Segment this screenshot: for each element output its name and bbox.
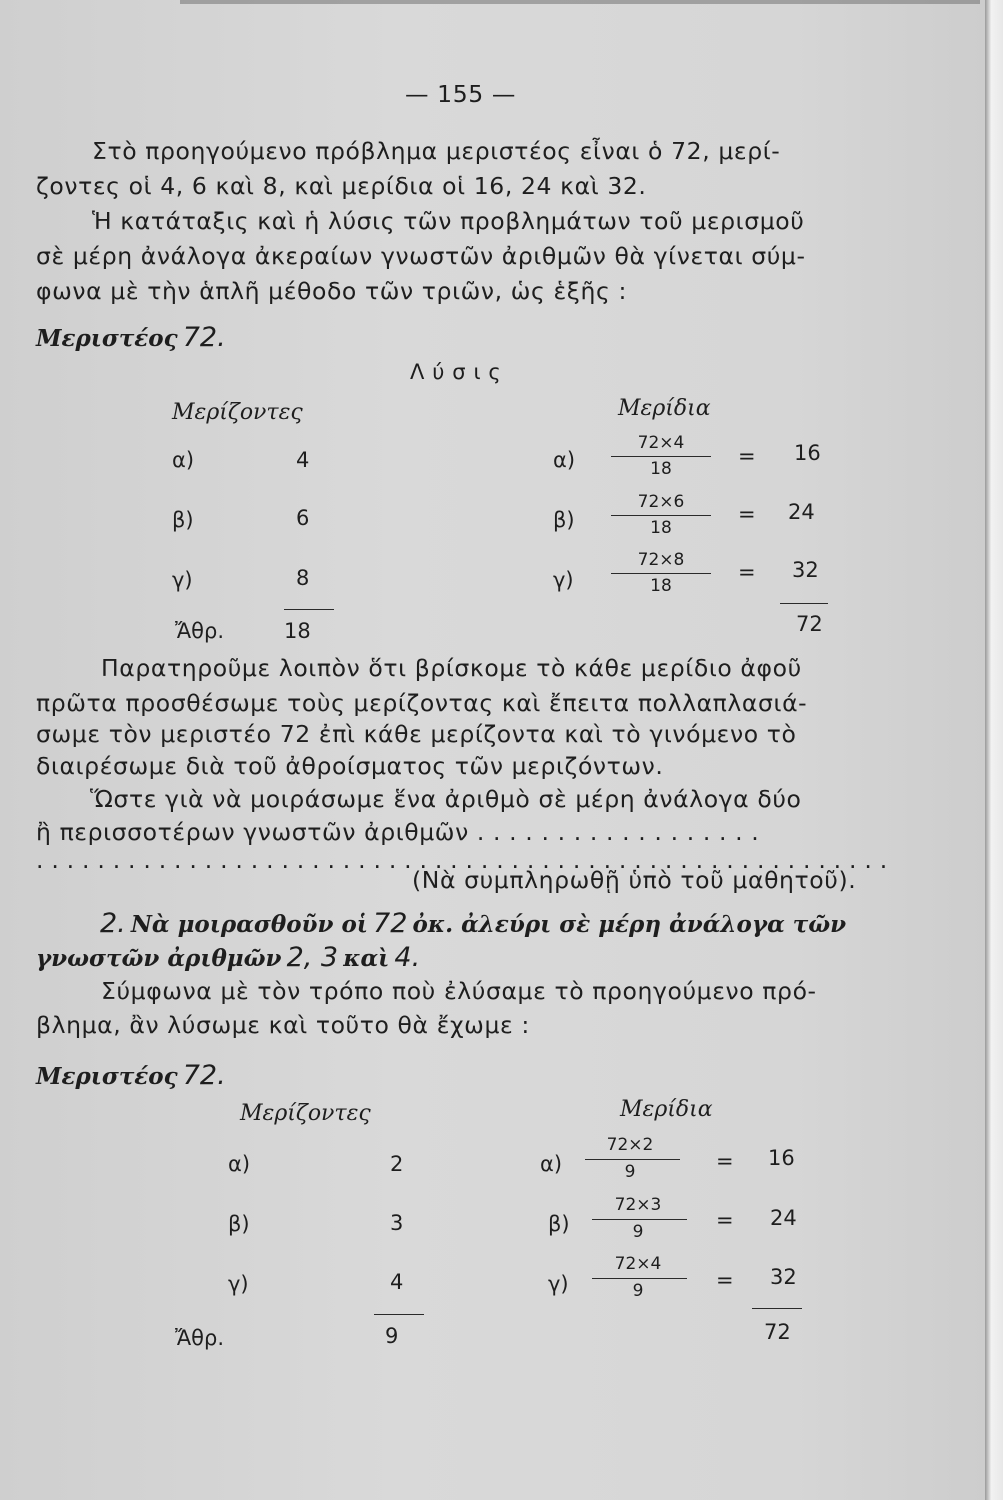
equals-sign: = bbox=[716, 1268, 734, 1292]
share-result: 32 bbox=[770, 1265, 797, 1289]
table1-col-left-header: Μερίζοντες bbox=[172, 400, 303, 425]
fraction-denominator: 18 bbox=[650, 518, 672, 538]
sum-label: Ἄθρ. bbox=[175, 619, 225, 643]
table2-col-right-header: Μερίδια bbox=[620, 1097, 713, 1122]
problem2-line-2 bbox=[36, 942, 420, 973]
equals-sign: = bbox=[738, 560, 756, 584]
fraction-numerator: 72×4 bbox=[614, 1254, 662, 1274]
fraction-numerator: 72×4 bbox=[637, 433, 685, 453]
problem2-quantity: 72 bbox=[373, 908, 408, 939]
intro-line-2: ζοντες οἱ 4, 6 καὶ 8, καὶ μερίδια οἱ 16, 24 καὶ 32. bbox=[36, 172, 647, 200]
fraction-denominator: 9 bbox=[632, 1222, 644, 1242]
problem2-text-c: γνωστῶν ἀριθμῶν bbox=[36, 945, 282, 972]
intro-line-1: Στὸ προηγούμενο πρόβλημα μεριστέος εἶναι ὁ 72, μερί- bbox=[92, 137, 781, 165]
fraction-numerator: 72×8 bbox=[637, 550, 685, 570]
fraction-numerator: 72×6 bbox=[637, 492, 685, 512]
fraction-denominator: 18 bbox=[650, 459, 672, 479]
fraction-bar bbox=[592, 1278, 687, 1279]
page-number: — 155 — bbox=[405, 80, 516, 108]
divisor-value: 2 bbox=[390, 1152, 404, 1176]
share-label: β) bbox=[553, 508, 575, 532]
table2-col-left-header: Μερίζοντες bbox=[240, 1101, 371, 1126]
fraction-bar bbox=[611, 515, 711, 516]
share-label: α) bbox=[540, 1152, 563, 1176]
sum-rule-right bbox=[752, 1308, 802, 1309]
intro-line-5: φωνα μὲ τὴν ἁπλῆ μέθοδο τῶν τριῶν, ὡς ἑξῆς : bbox=[36, 277, 627, 305]
share-label: β) bbox=[548, 1212, 570, 1236]
equals-sign: = bbox=[738, 502, 756, 526]
problem2-text-b: ὀκ. ἀλεύρι σὲ μέρη ἀνάλογα τῶν bbox=[412, 911, 847, 938]
sum-rule-left bbox=[284, 609, 334, 610]
divisor-value: 3 bbox=[390, 1211, 404, 1235]
share-label: γ) bbox=[553, 568, 574, 592]
solution-label: Λ ύ σ ι ς bbox=[410, 360, 502, 384]
table1-heading-number: 72. bbox=[182, 322, 226, 353]
fraction-denominator: 9 bbox=[632, 1281, 644, 1301]
divisor-value: 4 bbox=[390, 1270, 404, 1294]
fraction-denominator: 18 bbox=[650, 576, 672, 596]
share-result: 32 bbox=[792, 558, 819, 582]
divisor-value: 8 bbox=[296, 566, 310, 590]
sum-right: 72 bbox=[796, 612, 823, 636]
fraction-bar bbox=[611, 456, 711, 457]
table2-heading-number: 72. bbox=[182, 1060, 226, 1091]
row-label: γ) bbox=[172, 568, 193, 592]
intro-line-3: Ἡ κατάταξις καὶ ἡ λύσις τῶν προβλημάτων τοῦ μερισμοῦ bbox=[92, 207, 805, 235]
fraction-numerator: 72×2 bbox=[606, 1135, 654, 1155]
table1-heading-word: Μεριστέος bbox=[36, 325, 178, 352]
fraction-bar bbox=[592, 1219, 687, 1220]
row-label: β) bbox=[228, 1212, 250, 1236]
top-shadow bbox=[180, 0, 980, 4]
sum-left: 9 bbox=[385, 1324, 399, 1348]
sum-rule-right bbox=[780, 603, 828, 604]
row-label: α) bbox=[228, 1152, 251, 1176]
page-edge bbox=[985, 0, 1003, 1500]
equals-sign: = bbox=[738, 444, 756, 468]
problem2-number: 2. bbox=[100, 908, 126, 939]
fill-in-note: (Νὰ συμπληρωθῇ ὑπὸ τοῦ μαθητοῦ). bbox=[412, 866, 857, 894]
divisor-value: 4 bbox=[296, 448, 310, 472]
problem2-last-number: 4. bbox=[394, 942, 421, 973]
row-label: γ) bbox=[228, 1272, 249, 1296]
observation-line-2: πρῶτα προσθέσωμε τοὺς μερίζοντας καὶ ἔπειτα πολλαπλασιά- bbox=[36, 689, 808, 717]
equals-sign: = bbox=[716, 1149, 734, 1173]
problem2-text-a: Νὰ μοιρασθοῦν οἱ bbox=[130, 911, 368, 938]
fraction-bar bbox=[585, 1159, 680, 1160]
share-label: γ) bbox=[548, 1272, 569, 1296]
share-label: α) bbox=[553, 448, 576, 472]
observation-line-6: ἢ περισσοτέρων γνωστῶν ἀριθμῶν . . . . . . . . . . . . . . . . . . bbox=[36, 818, 760, 846]
observation-line-5: Ὥστε γιὰ νὰ μοιράσωμε ἕνα ἀριθμὸ σὲ μέρη ἀνάλογα δύο bbox=[90, 785, 802, 813]
share-result: 16 bbox=[794, 441, 821, 465]
table2-heading bbox=[36, 1060, 226, 1091]
share-result: 24 bbox=[788, 500, 815, 524]
row-label: α) bbox=[172, 448, 195, 472]
fraction-bar bbox=[611, 573, 711, 574]
observation-line-1: Παρατηροῦμε λοιπὸν ὅτι βρίσκομε τὸ κάθε μερίδιο ἀφοῦ bbox=[101, 654, 802, 682]
sum-right: 72 bbox=[764, 1320, 791, 1344]
problem2-numbers: 2, 3 bbox=[286, 942, 339, 973]
divisor-value: 6 bbox=[296, 506, 310, 530]
problem2-line-1 bbox=[100, 908, 846, 939]
observation-line-4: διαιρέσωμε διὰ τοῦ ἀθροίσματος τῶν μεριζόντων. bbox=[36, 752, 664, 780]
dotted-blank-line: . . . . . . . . . . . . . . . . . . . . . . . . . . . . . . . . . . . . . . . . . . . . . . . . . . . . . . . . bbox=[36, 846, 888, 874]
problem2-text-line-2: βλημα, ἂν λύσωμε καὶ τοῦτο θὰ ἔχωμε : bbox=[36, 1011, 530, 1039]
sum-rule-left bbox=[374, 1314, 424, 1315]
problem2-and: καὶ bbox=[343, 945, 390, 972]
table1-col-right-header: Μερίδια bbox=[618, 396, 711, 421]
intro-line-4: σὲ μέρη ἀνάλογα ἀκεραίων γνωστῶν ἀριθμῶν θὰ γίνεται σύμ- bbox=[36, 242, 806, 270]
share-result: 24 bbox=[770, 1206, 797, 1230]
problem2-text-line-1: Σύμφωνα μὲ τὸν τρόπο ποὺ ἐλύσαμε τὸ προηγούμενο πρό- bbox=[101, 977, 817, 1005]
fraction-numerator: 72×3 bbox=[614, 1195, 662, 1215]
fraction-denominator: 9 bbox=[624, 1162, 636, 1182]
sum-left: 18 bbox=[284, 619, 311, 643]
sum-label: Ἄθρ. bbox=[175, 1326, 225, 1350]
share-result: 16 bbox=[768, 1146, 795, 1170]
table2-heading-word: Μεριστέος bbox=[36, 1063, 178, 1090]
observation-line-3: σωμε τὸν μεριστέο 72 ἐπὶ κάθε μερίζοντα καὶ τὸ γινόμενο τὸ bbox=[36, 720, 797, 748]
row-label: β) bbox=[172, 508, 194, 532]
equals-sign: = bbox=[716, 1208, 734, 1232]
table1-heading bbox=[36, 322, 226, 353]
